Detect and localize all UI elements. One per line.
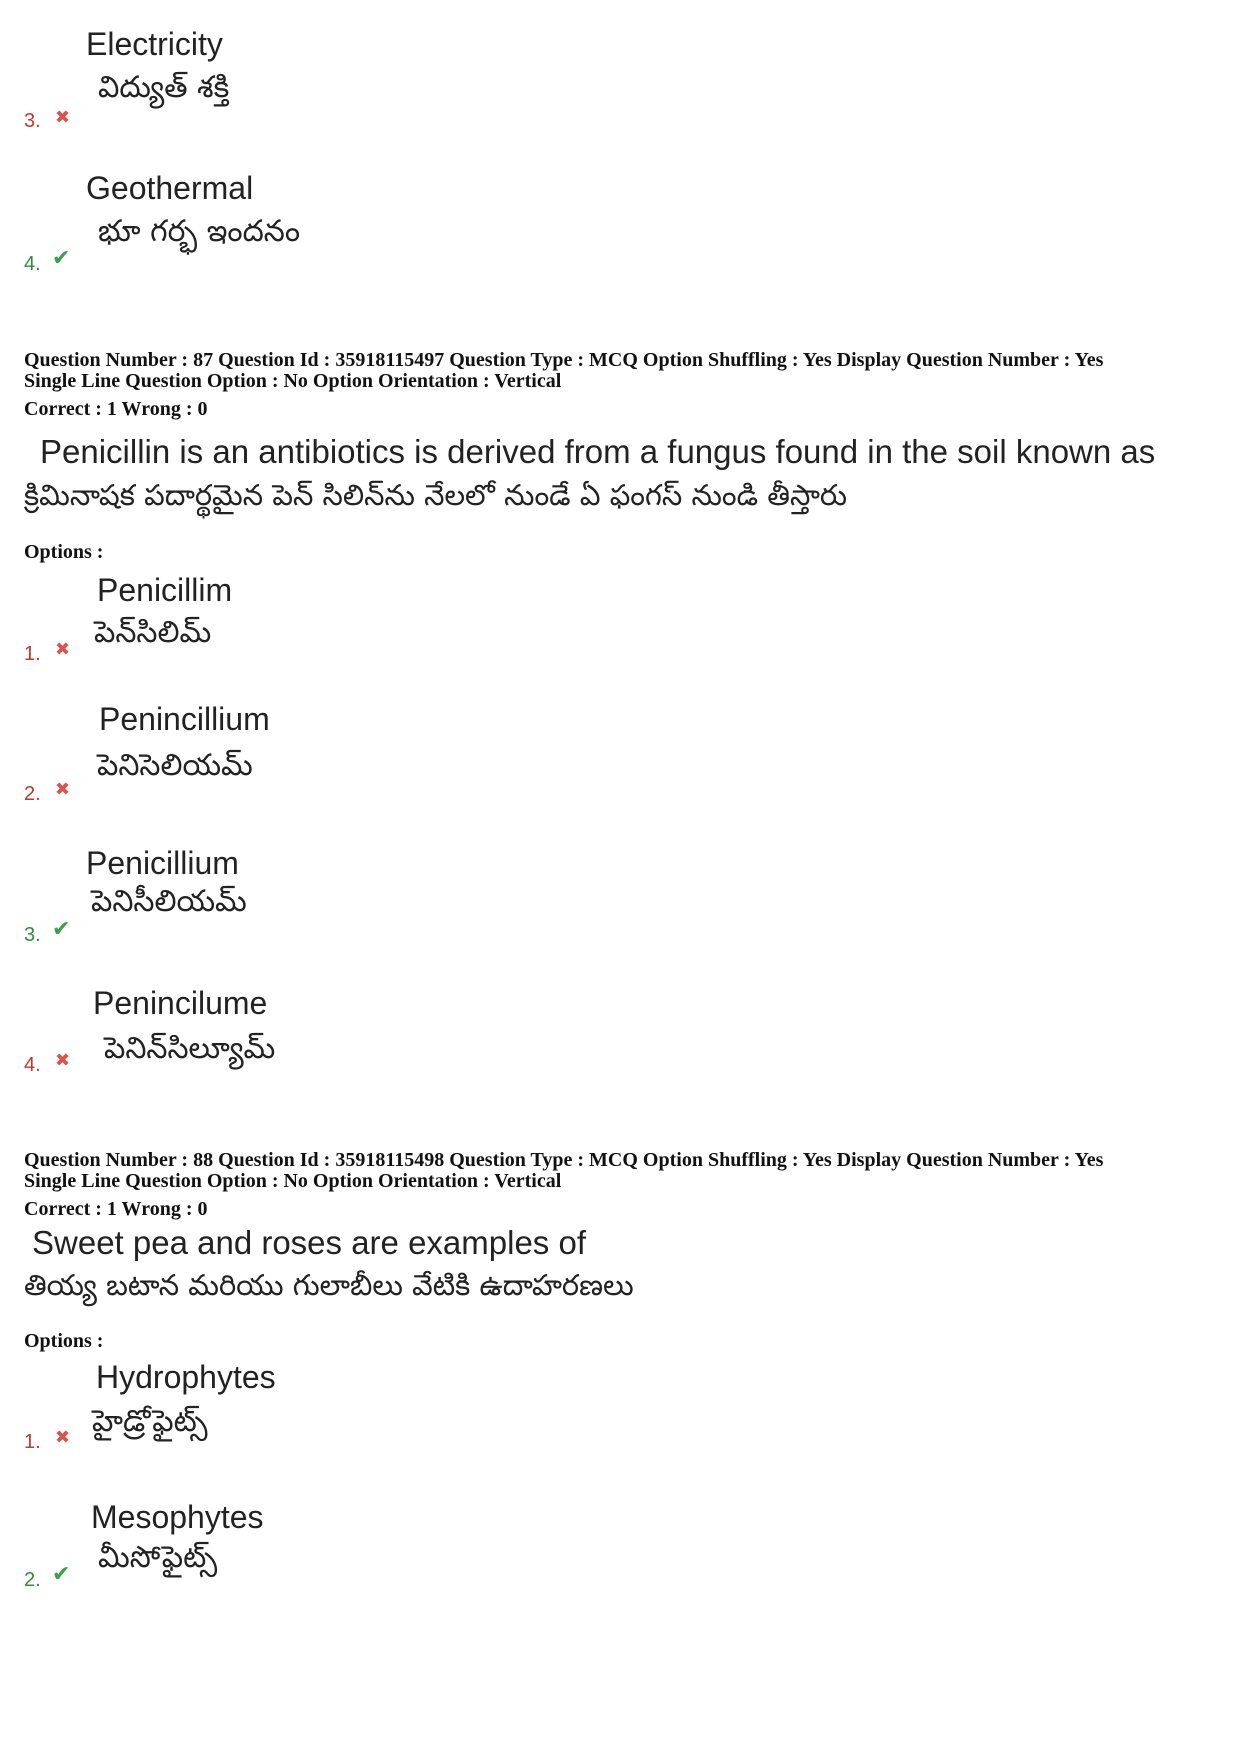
option-2-number: 2. [24,1569,41,1591]
question-meta-line-2: Single Line Question Option : No Option Orientation : Vertical [24,1170,562,1192]
check-icon: ✔ [52,246,71,271]
option-2-telugu: మీసోఫైట్స్ [98,1540,218,1575]
option-1-telugu: హైడ్రోఫైట్స్ [92,1404,208,1439]
option-1-english: Penicillim [97,572,233,608]
options-label: Options : [24,541,104,563]
option-1-english: Hydrophytes [96,1359,276,1395]
question-meta-line-2: Single Line Question Option : No Option Orientation : Vertical [24,370,562,392]
check-icon: ✔ [52,917,71,942]
cross-icon: ✖ [55,779,71,800]
option-2-telugu: పెనిసెలియమ్ [97,748,253,783]
question-text-english: Sweet pea and roses are examples of [32,1224,586,1261]
question-text-telugu: క్రిమినాషక పదార్థమైన పెన్ సిలిన్‌ను నేలలో నుండే ఏ ఫంగస్ నుండి తీస్తారు [24,478,848,512]
option-1-telugu: పెన్‌సిలిమ్ [94,615,212,650]
question-text-english: Penicillin is an antibiotics is derived from a fungus found in the soil known as [40,433,1156,470]
cross-icon: ✖ [55,107,71,128]
options-label: Options : [24,1330,104,1352]
question-text-telugu: తియ్య బటాన మరియు గులాబీలు వేటికి ఉదాహరణలు [24,1268,634,1302]
option-3-number: 3. [24,924,41,946]
option-4-number: 4. [24,1054,41,1076]
question-marks: Correct : 1 Wrong : 0 [24,398,208,420]
cross-icon: ✖ [55,1050,71,1071]
option-3-telugu: విద్యుత్ శక్తి [98,70,230,105]
option-4-telugu: భూ గర్భ ఇందనం [98,214,301,249]
question-meta-line-1: Question Number : 88 Question Id : 35918115498 Question Type : MCQ Option Shuffling : Yes Display Question Number : Yes [24,1149,1104,1171]
option-3-telugu: పెనిసీలియమ్ [91,884,247,919]
option-3-number: 3. [24,110,41,132]
option-2-number: 2. [24,783,41,805]
option-2-english: Penincillium [99,701,270,737]
option-3-english: Penicillium [86,845,239,881]
check-icon: ✔ [52,1562,71,1587]
option-1-number: 1. [24,1431,41,1453]
option-1-number: 1. [24,643,41,665]
question-marks: Correct : 1 Wrong : 0 [24,1198,208,1220]
cross-icon: ✖ [55,639,71,660]
option-2-english: Mesophytes [91,1499,264,1535]
option-4-english: Penincilume [93,985,268,1021]
option-4-number: 4. [24,253,41,275]
option-4-english: Geothermal [86,170,254,206]
option-4-telugu: పెనిన్‌సిల్యూమ్ [104,1031,276,1066]
question-meta-line-1: Question Number : 87 Question Id : 35918115497 Question Type : MCQ Option Shuffling : Yes Display Question Number : Yes [24,349,1104,371]
option-3-english: Electricity [86,26,223,62]
cross-icon: ✖ [55,1427,71,1448]
